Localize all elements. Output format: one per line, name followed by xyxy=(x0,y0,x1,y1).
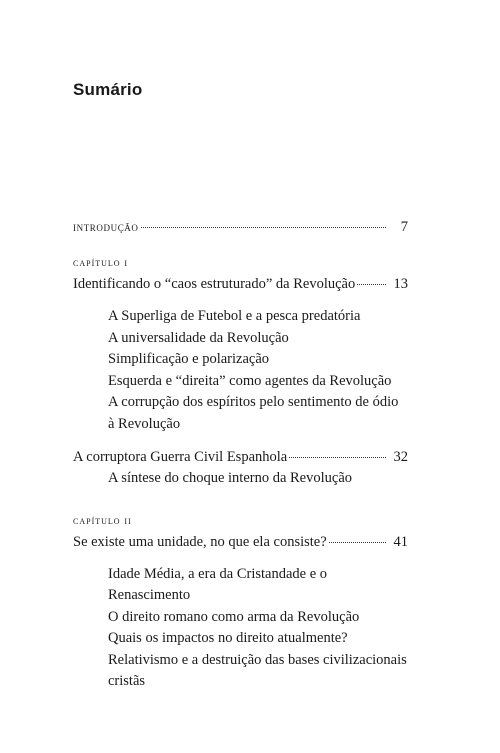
dot-leader xyxy=(141,227,387,228)
toc-entry-chapter-2[interactable] xyxy=(73,532,408,553)
page-title: Sumário xyxy=(73,80,143,99)
subsection-item[interactable]: Quais os impactos no direito atualmente? xyxy=(108,630,348,646)
toc-entry-chapter-1[interactable] xyxy=(73,274,408,295)
dot-leader xyxy=(357,284,386,285)
chapter-label: capítulo ii xyxy=(73,514,132,527)
subsection-item[interactable]: Idade Média, a era da Cristandade e o Renascimento xyxy=(108,565,328,603)
dot-leader xyxy=(289,457,386,458)
subsection-line: cristãs xyxy=(108,673,146,689)
toc-entry-section-spanish-civil-war[interactable] xyxy=(73,447,408,468)
subsection-line: à Revolução xyxy=(108,415,181,432)
subsection-list xyxy=(73,468,408,490)
subsection-item[interactable]: O direito romano como arma da Revolução xyxy=(108,608,360,625)
table-of-contents xyxy=(73,216,408,693)
subsection-list xyxy=(73,564,408,693)
toc-page-number: 32 xyxy=(393,449,408,465)
toc-entry-title: A corruptora Guerra Civil Espanhola xyxy=(73,449,288,465)
dot-leader xyxy=(329,542,386,543)
subsection-line: A corrupção dos espíritos pelo sentimento de ódio xyxy=(108,394,399,410)
toc-entry-title: introdução xyxy=(73,219,139,234)
subsection-item[interactable]: A universalidade da Revolução xyxy=(108,329,289,346)
toc-page-number: 7 xyxy=(400,219,408,235)
chapter-label: capítulo i xyxy=(73,257,129,269)
subsection-item[interactable] xyxy=(108,392,408,435)
subsection-item[interactable]: A Superliga de Futebol e a pesca predatória xyxy=(108,308,361,324)
toc-entry-introduction[interactable] xyxy=(73,216,408,238)
subsection-line: Relativismo e a destruição das bases civilizacionais xyxy=(108,651,407,668)
toc-page-number: 13 xyxy=(393,276,408,292)
toc-page-number: 41 xyxy=(393,533,408,550)
subsection-list xyxy=(73,306,408,435)
subsection-item[interactable] xyxy=(108,650,408,693)
subsection-item[interactable]: Simplificação e polarização xyxy=(108,351,270,367)
toc-entry-title: Identificando o “caos estruturado” da Revolução xyxy=(73,276,356,292)
toc-entry-title: Se existe uma unidade, no que ela consiste? xyxy=(73,533,327,550)
subsection-item[interactable]: Esquerda e “direita” como agentes da Revolução xyxy=(108,372,392,389)
subsection-item[interactable]: A síntese do choque interno da Revolução xyxy=(108,470,353,486)
